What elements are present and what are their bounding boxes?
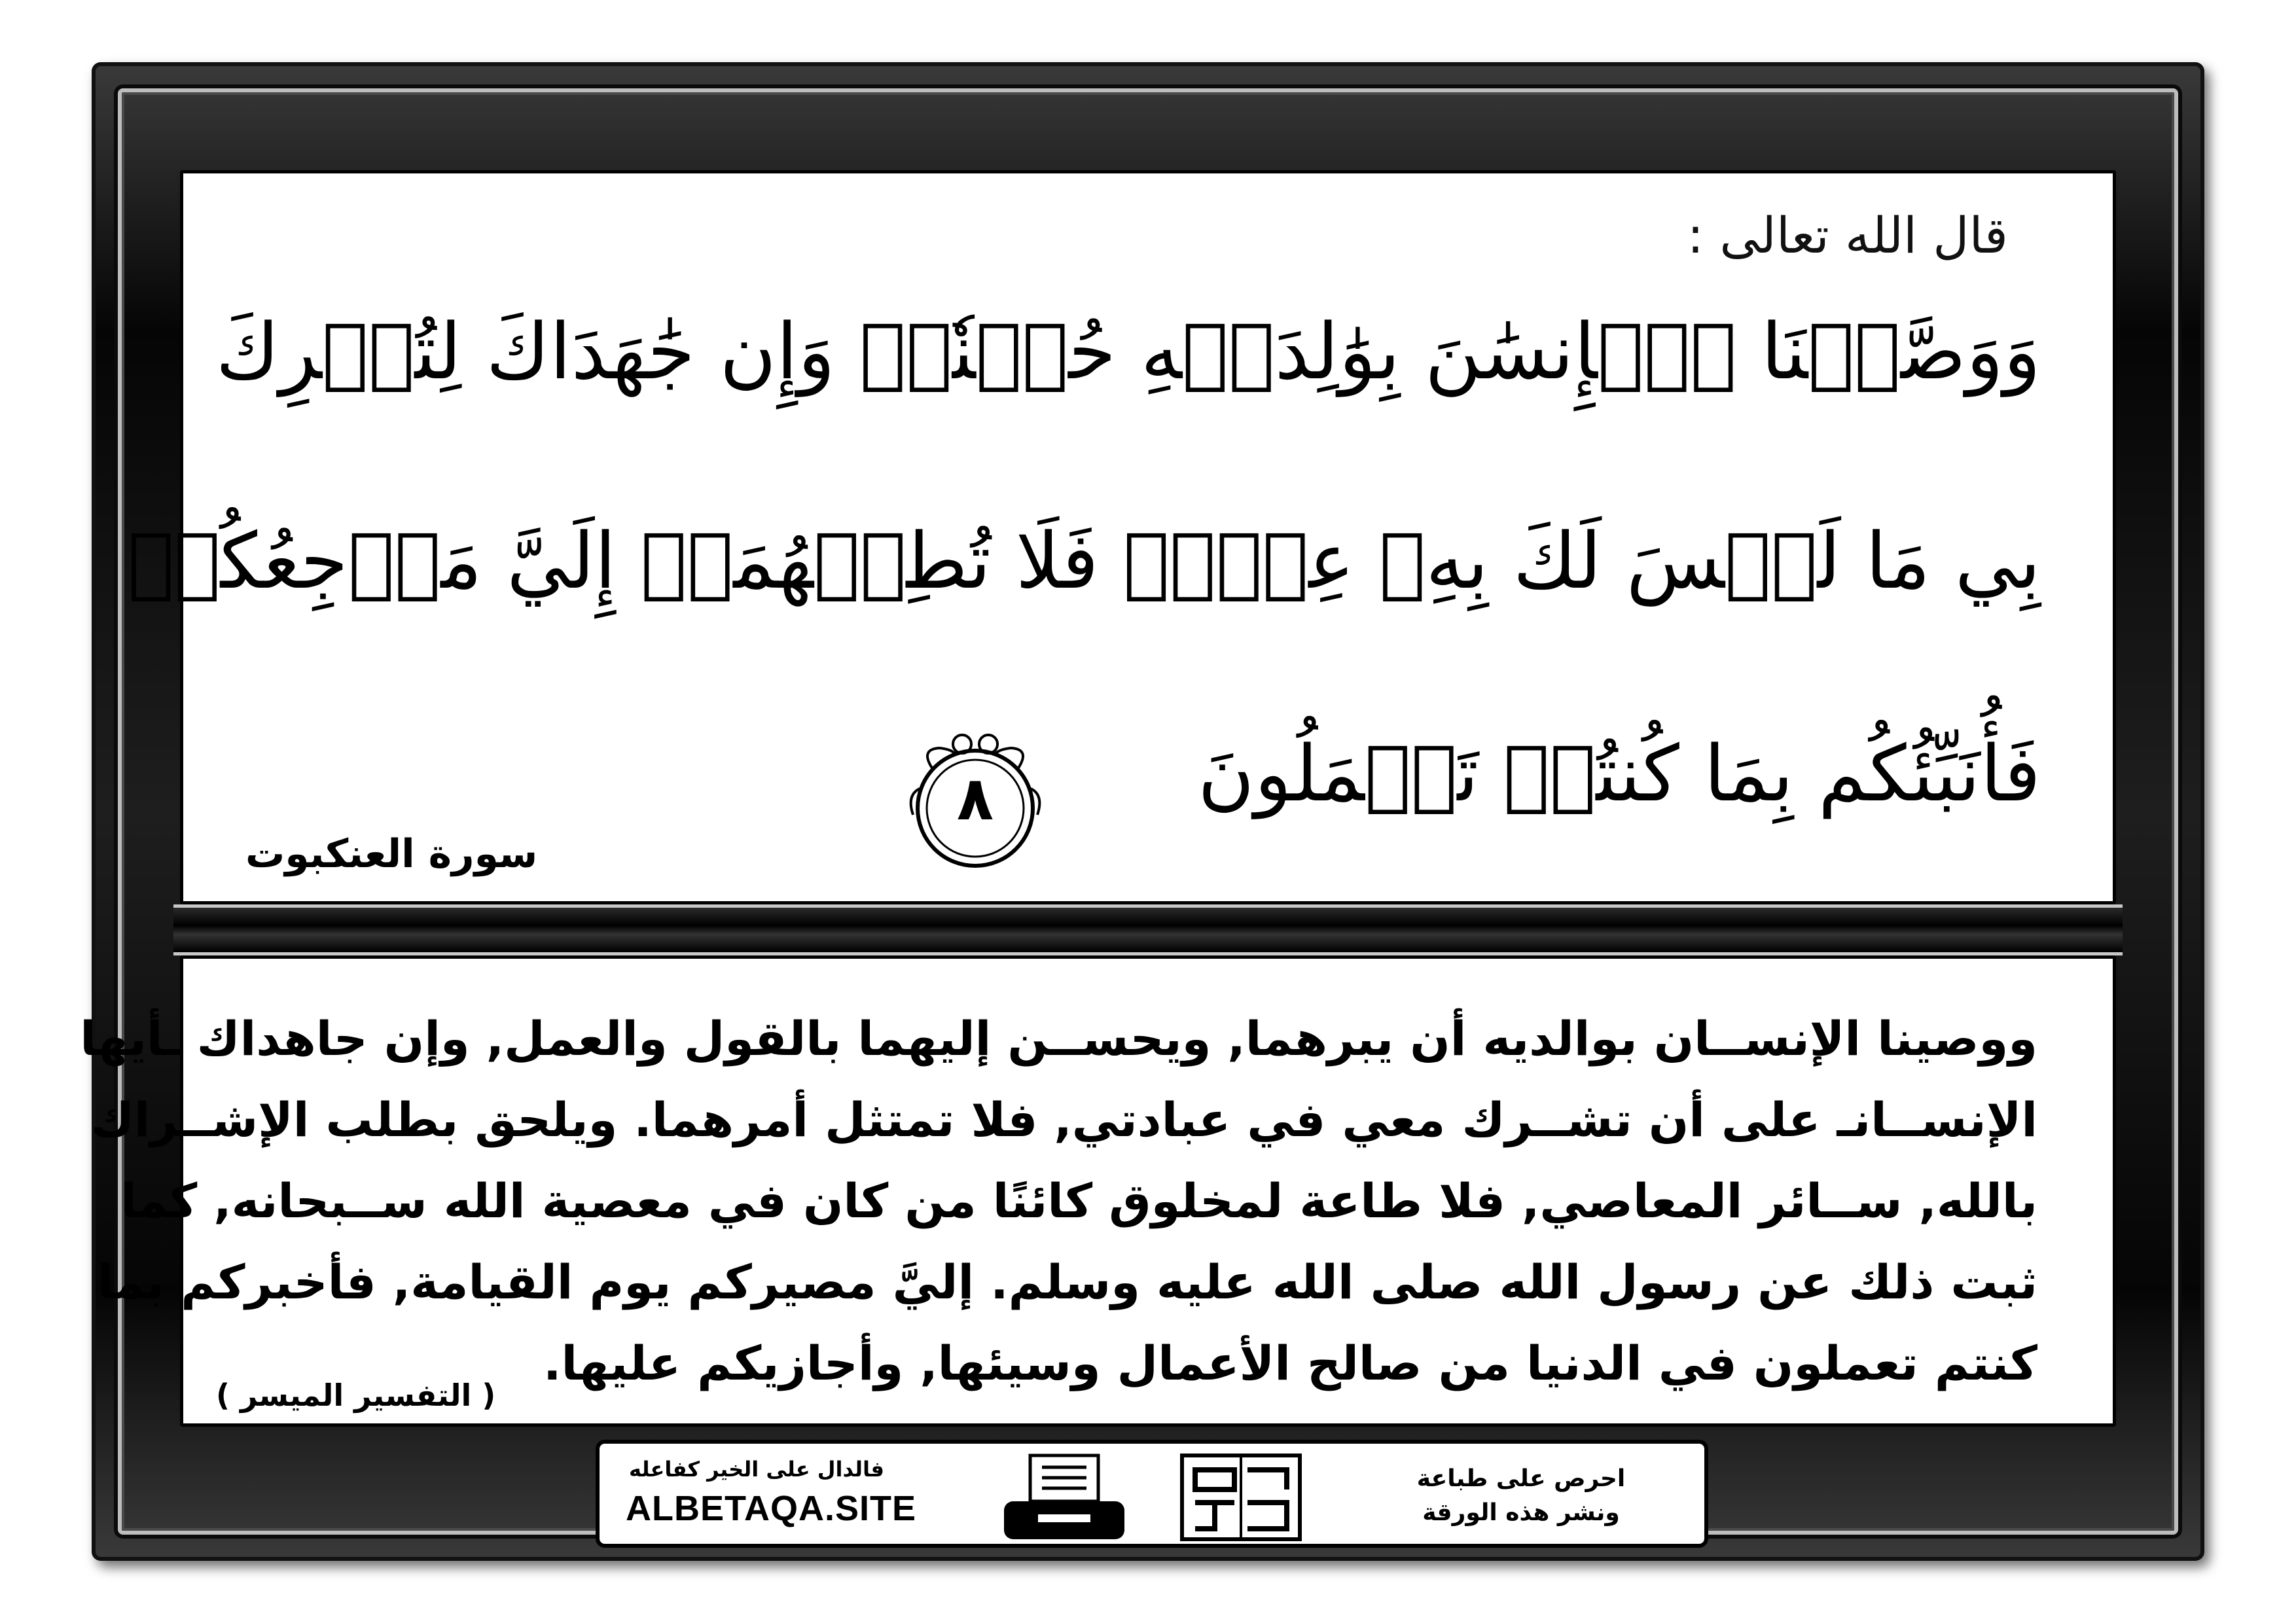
ayah-number: ٨ — [956, 764, 994, 834]
tafsir-line: كنتم تعملون في الدنيا من صالح الأعمال وسيئها, وأجازيكم عليها. — [543, 1336, 2037, 1391]
tafsir-line: الإنســانـ على أن تشــرك معي في عبادتي, فلا تمتثل أمرهما. ويلحق بطلب الإشــراك — [90, 1092, 2037, 1147]
verse-line-2: بِي مَا لَيۡسَ لَكَ بِهِۦ عِلۡمٞ فَلَا تُطِعۡهُمَآۚ إِلَيَّ مَرۡجِعُكُمۡ — [128, 516, 2041, 606]
surah-name: سورة العنكبوت — [245, 831, 538, 877]
intro-heading: قال الله تعالى : — [1687, 206, 2008, 264]
verse-line-3: فَأُنَبِّئُكُم بِمَا كُنتُمۡ تَعۡمَلُونَ — [1197, 728, 2041, 819]
footer-site-link[interactable]: ALBETAQA.SITE — [626, 1489, 916, 1528]
tafsir-line: بالله, ســائر المعاصي, فلا طاعة لمخلوق كائنًا من كان في معصية الله ســبحانه, كما — [120, 1173, 2037, 1228]
footer-banner — [596, 1440, 1708, 1548]
footer-request-line-1: احرص على طباعة — [1416, 1465, 1626, 1492]
panel-divider — [173, 904, 2123, 955]
dawa-logo — [1175, 1450, 1306, 1545]
footer-site-block — [626, 1457, 916, 1529]
verse-line-1: وَوَصَّيۡنَا ٱلۡإِنسَٰنَ بِوَٰلِدَيۡهِ حُسۡنٗاۖ وَإِن جَٰهَدَاكَ لِتُشۡرِكَ — [215, 306, 2041, 397]
footer-request-line-2: ونشر هذه الورقة — [1422, 1499, 1620, 1526]
tafsir-line: ووصينا الإنســان بوالديه أن يبرهما, ويحســن إليهما بالقول والعمل, وإن جاهداك ـأيها — [80, 1011, 2037, 1066]
footer-request — [1357, 1462, 1685, 1530]
tafsir-text — [80, 998, 2037, 1404]
printer-icon — [999, 1452, 1130, 1543]
tafsir-line: ثبت ذلك عن رسول الله صلى الله عليه وسلم. إليَّ مصيركم يوم القيامة, فأخبركم بما — [97, 1255, 2037, 1310]
tafsir-source: ( التفسير الميسر ) — [216, 1378, 496, 1413]
footer-motto: فالدال على الخير كفاعله — [629, 1457, 884, 1482]
ayah-end-marker — [893, 730, 1057, 874]
